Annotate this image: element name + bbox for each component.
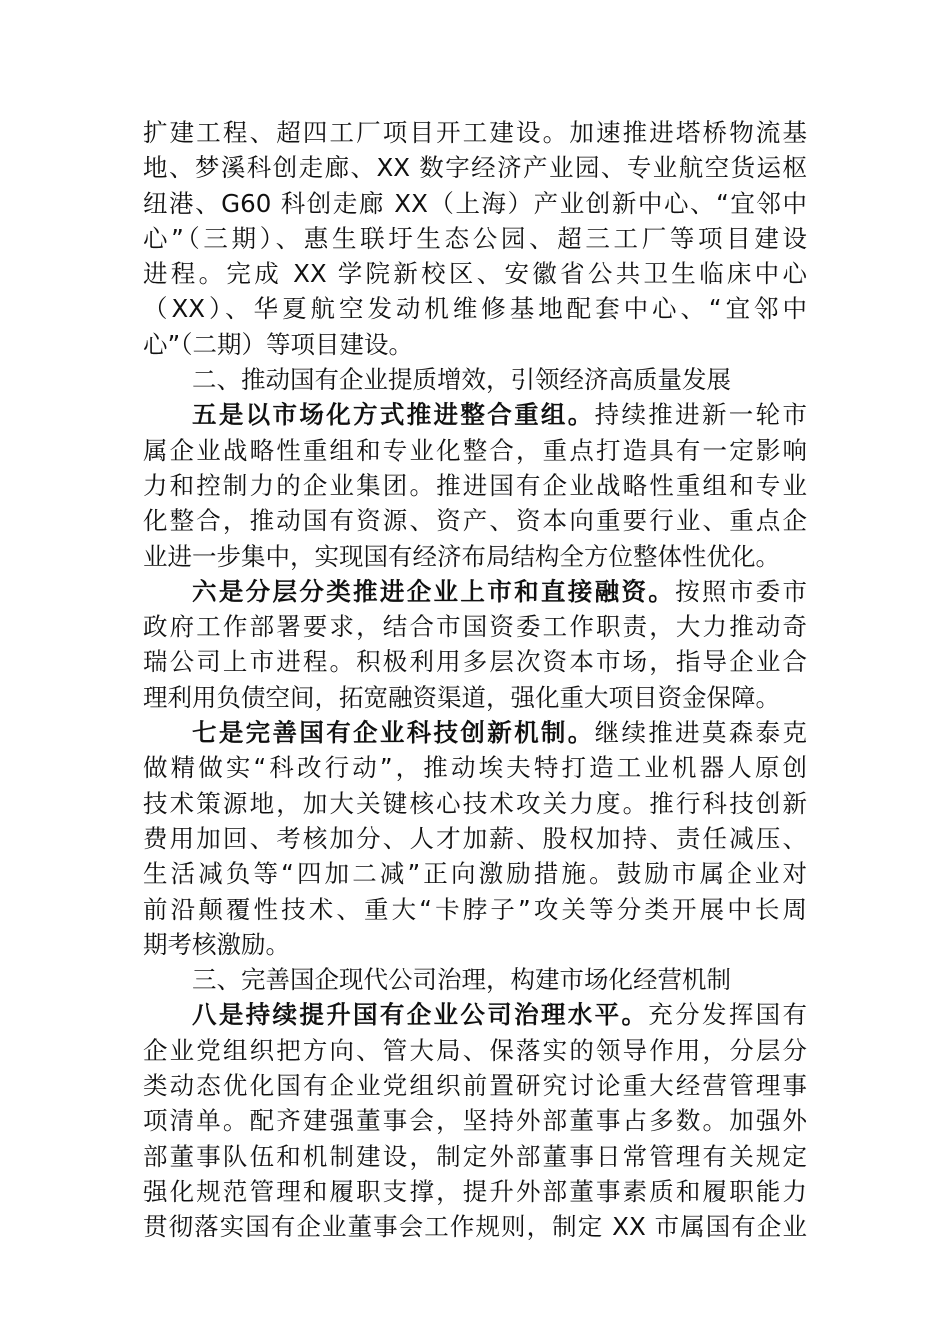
line-text: 企业党组织把方向、管大局、保落实的领导作用，分层分 — [143, 1035, 807, 1065]
bold-lead-in: 七是完善国有企业科技创新机制。 — [192, 718, 595, 748]
paragraph-line — [143, 750, 807, 785]
section-heading — [143, 962, 807, 997]
paragraph-line — [143, 821, 807, 856]
paragraph-line — [143, 786, 807, 821]
line-text: 强化规范管理和履职支撑，提升外部董事素质和履职能力 — [143, 1176, 807, 1206]
line-text: 瑞公司上市进程。积极利用多层次资本市场，指导企业合 — [143, 647, 807, 677]
line-text: 部董事队伍和机制建设，制定外部董事日常管理有关规定 — [143, 1141, 807, 1171]
line-text: 纽港、G60 科创走廊 XX（上海）产业创新中心、“宜邻中 — [143, 188, 807, 218]
paragraph-line — [143, 115, 807, 150]
paragraph-line — [143, 291, 807, 326]
paragraph-line — [143, 256, 807, 291]
paragraph-line — [143, 892, 807, 927]
line-text: 持续推进新一轮市 — [594, 400, 807, 430]
document-body — [143, 115, 807, 1245]
line-text: 心”（二期）等项目建设。 — [143, 329, 413, 359]
line-text: 二、推动国有企业提质增效，引领经济高质量发展 — [192, 365, 731, 395]
line-text: 按照市委市 — [675, 576, 807, 606]
paragraph-line — [143, 1033, 807, 1068]
paragraph-line — [143, 503, 807, 538]
paragraph-line — [143, 433, 807, 468]
paragraph-line — [143, 1209, 807, 1244]
paragraph-line — [143, 715, 807, 750]
line-text: 做精做实“科改行动”，推动埃夫特打造工业机器人原创 — [143, 753, 807, 783]
bold-lead-in: 八是持续提升国有企业公司治理水平。 — [192, 1000, 649, 1030]
paragraph-line — [143, 1139, 807, 1174]
paragraph-line — [143, 150, 807, 185]
paragraph-line — [143, 856, 807, 891]
paragraph-line — [143, 1103, 807, 1138]
line-text: 费用加回、考核加分、人才加薪、股权加持、责任减压、 — [143, 823, 807, 853]
line-text: 项清单。配齐建强董事会，坚持外部董事占多数。加强外 — [143, 1106, 807, 1136]
paragraph-line — [143, 1068, 807, 1103]
line-text: 政府工作部署要求，结合市国资委工作职责，大力推动奇 — [143, 612, 807, 642]
section-heading — [143, 362, 807, 397]
paragraph-line — [143, 539, 807, 574]
paragraph-line — [143, 186, 807, 221]
paragraph-line — [143, 397, 807, 432]
line-text: 三、完善国企现代公司治理，构建市场化经营机制 — [192, 965, 731, 995]
line-text: 生活减负等“四加二减”正向激励措施。鼓励市属企业对 — [143, 859, 807, 889]
line-text: 前沿颠覆性技术、重大“卡脖子”攻关等分类开展中长周 — [143, 894, 807, 924]
paragraph-line — [143, 609, 807, 644]
line-text: 贯彻落实国有企业董事会工作规则，制定 XX 市属国有企业 — [143, 1212, 807, 1242]
paragraph-line — [143, 680, 807, 715]
paragraph-line — [143, 1174, 807, 1209]
line-text: 力和控制力的企业集团。推进国有企业战略性重组和专业 — [143, 470, 807, 500]
paragraph-line — [143, 997, 807, 1032]
bold-lead-in: 六是分层分类推进企业上市和直接融资。 — [192, 576, 676, 606]
paragraph-line — [143, 927, 807, 962]
paragraph-line — [143, 468, 807, 503]
paragraph-line — [143, 221, 807, 256]
line-text: 理利用负债空间，拓宽融资渠道，强化重大项目资金保障。 — [143, 682, 780, 712]
line-text: 属企业战略性重组和专业化整合，重点打造具有一定影响 — [143, 435, 807, 465]
line-text: 类动态优化国有企业党组织前置研究讨论重大经营管理事 — [143, 1071, 807, 1101]
line-text: 进程。完成 XX 学院新校区、安徽省公共卫生临床中心 — [143, 259, 807, 289]
line-text: 心”（三期）、惠生联圩生态公园、超三工厂等项目建设 — [143, 223, 807, 253]
line-text: 化整合，推动国有资源、资产、资本向重要行业、重点企 — [143, 506, 807, 536]
line-text: 扩建工程、超四工厂项目开工建设。加速推进塔桥物流基 — [143, 118, 807, 147]
line-text: 业进一步集中，实现国有经济布局结构全方位整体性优化。 — [143, 541, 780, 571]
line-text: 继续推进莫森泰克 — [594, 718, 807, 748]
line-text: 充分发挥国有 — [648, 1000, 807, 1030]
bold-lead-in: 五是以市场化方式推进整合重组。 — [192, 400, 595, 430]
paragraph-line — [143, 574, 807, 609]
paragraph-line — [143, 644, 807, 679]
line-text: （XX）、华夏航空发动机维修基地配套中心、“宜邻中 — [143, 294, 807, 324]
line-text: 期考核激励。 — [143, 929, 290, 959]
line-text: 地、梦溪科创走廊、XX 数字经济产业园、专业航空货运枢 — [143, 153, 807, 183]
paragraph-line — [143, 327, 807, 362]
line-text: 技术策源地，加大关键核心技术攻关力度。推行科技创新 — [143, 788, 807, 818]
